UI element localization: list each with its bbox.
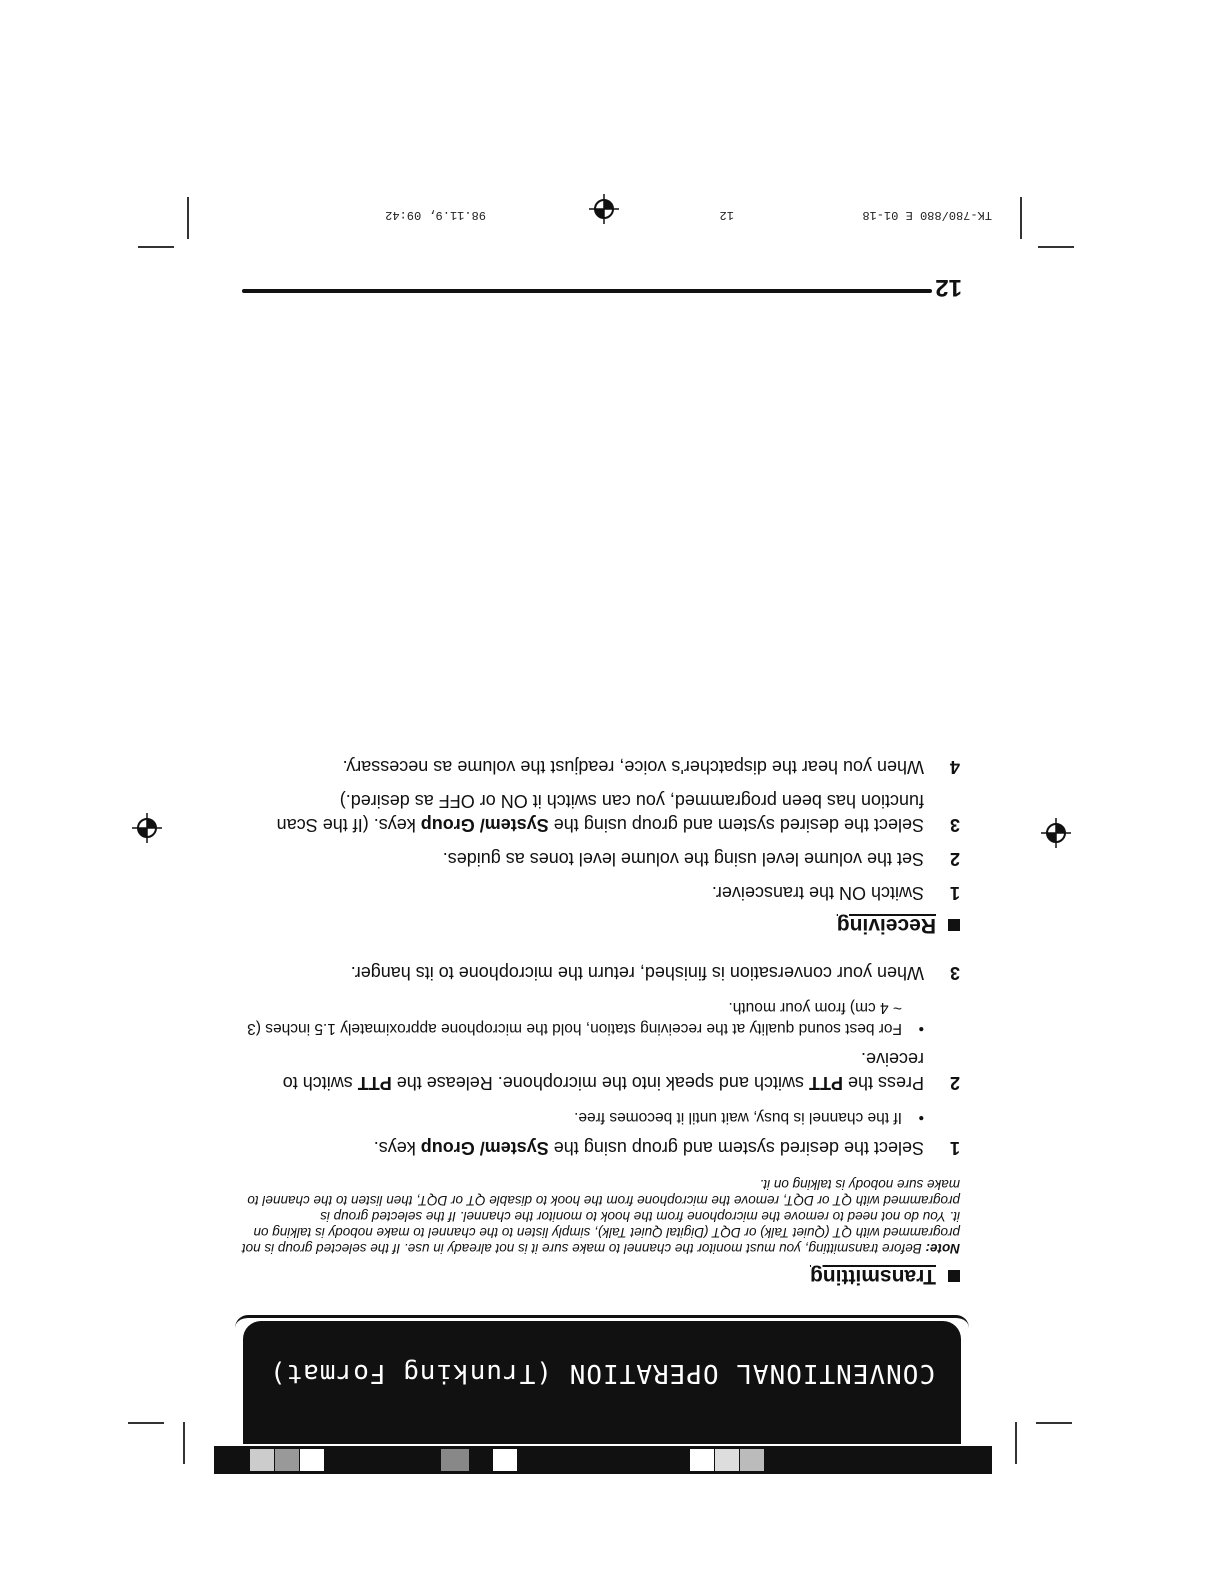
transmit-step: 2 Press the PTT switch and speak into the microphone. Release the PTT switch to receive. [282, 1049, 960, 1093]
crop-mark [1015, 1422, 1017, 1464]
note-text: Before transmitting, you must monitor the channel to make sure it is not already in use. If the selected group is not programmed with QT (Quiet Talk) or DQT (Digital Quiet Talk), simply listen to the channel to make nobody is talking on it. You do not need to remove the microphone from the hook to monitor the channel. If the selected group is programmed with QT or DQT, remove the microphone from the hook to disable QT or DQT, then listen to the channel to make sure nobody is talking on it. [241, 1177, 960, 1256]
receive-step: 4 When you hear the dispatcher's voice, readjust the volume as necessary. [342, 757, 960, 777]
transmit-note [240, 1176, 960, 1256]
slug-stamp: 98.11.9, 09:42 [385, 208, 486, 222]
bullet-dot-icon: • [918, 1020, 924, 1037]
crop-mark [1036, 1422, 1072, 1424]
bullet-square-icon [948, 1270, 960, 1282]
bullet-square-icon [948, 919, 960, 931]
crop-mark [138, 246, 174, 248]
transmitting-heading: Transmitting [240, 1264, 960, 1288]
transmit-step: 1 Select the desired system and group using the System/ Group keys. [373, 1138, 960, 1158]
header-rule [242, 289, 932, 293]
registration-target-icon [1041, 818, 1071, 848]
slug-file: TK-780/880 E 01-18 [862, 208, 992, 222]
receiving-heading: Receiving [240, 913, 960, 937]
receive-step: 1 Switch ON the transceiver. [711, 883, 960, 903]
receive-step: 3 Select the desired system and group using the System/ Group keys. (If the Scan function has been programmed, you can switch it ON or OFF as desired.) [276, 791, 960, 835]
registration-target-icon [132, 813, 162, 843]
slug-page: 12 [719, 208, 734, 222]
registration-target-icon [589, 194, 619, 224]
note-label: Note: [925, 1241, 960, 1256]
section-banner [243, 1321, 961, 1444]
color-swatch [740, 1449, 764, 1471]
transmit-step: 3 When your conversation is finished, return the microphone to its hanger. [350, 963, 960, 983]
transmit-step-bullet: • If the channel is busy, wait until it becomes free. [574, 1109, 924, 1126]
color-swatch [441, 1449, 469, 1471]
bullet-dot-icon: • [918, 1109, 924, 1126]
crop-mark [1020, 197, 1022, 239]
color-swatch [715, 1449, 739, 1471]
crop-mark [187, 197, 189, 239]
color-swatch [493, 1449, 517, 1471]
banner-title: CONVENTIONAL OPERATION (Trunking Format) [268, 1358, 936, 1388]
color-bar [214, 1446, 992, 1474]
color-swatch [300, 1449, 324, 1471]
crop-mark [128, 1422, 164, 1424]
main-content [240, 745, 960, 1294]
receive-step: 2 Set the volume level using the volume level tones as guides. [442, 849, 960, 869]
crop-mark [183, 1422, 185, 1464]
color-swatch [250, 1449, 274, 1471]
crop-mark [1038, 246, 1074, 248]
page-number: 12 [935, 274, 962, 301]
color-swatch [690, 1449, 714, 1471]
transmit-step-bullet: • For best sound quality at the receiving station, hold the microphone approximately 1.5 inches (3 ~ 4 cm) from your mouth. [247, 999, 924, 1037]
color-swatch [275, 1449, 299, 1471]
